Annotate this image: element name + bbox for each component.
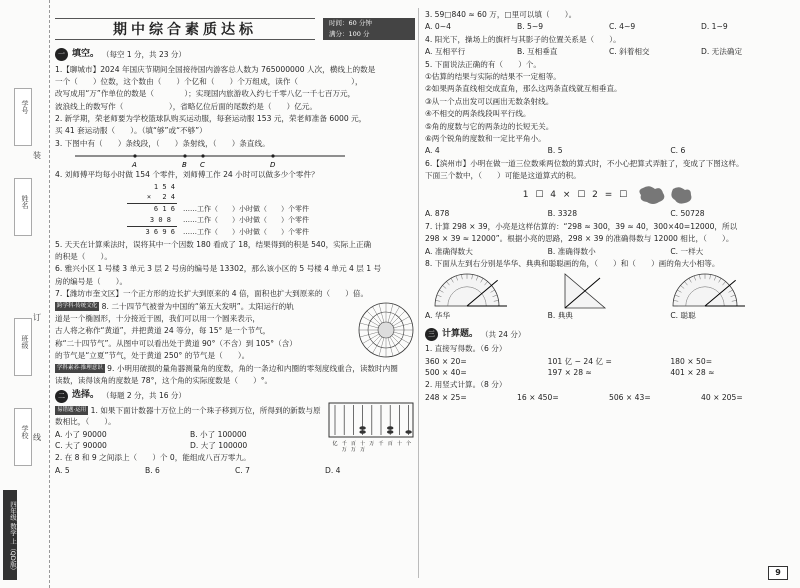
option[interactable]: B. 典典: [547, 311, 573, 321]
options: [55, 429, 325, 440]
protractor-icon: [673, 274, 745, 306]
choice-6: [425, 158, 793, 182]
page-title: 期中综合素质达标: [55, 18, 315, 40]
abacus-place-label: 十: [360, 440, 366, 447]
calc-item: 401 × 28 ≈: [670, 368, 715, 378]
statement-list: [425, 71, 793, 144]
right-column: [425, 8, 793, 403]
page-number: 9: [768, 566, 788, 580]
abacus-place-label: 万: [360, 446, 366, 453]
question-line: 改写成用“万”作单位的数是（ ）；实现国内旅游收入约七千零八亿一千七百万元，: [55, 89, 356, 99]
abacus-place-label: 百: [387, 440, 393, 447]
abacus-place-label: 万: [350, 446, 356, 453]
protractor-icon: [435, 274, 507, 306]
option[interactable]: C. 一样大: [670, 246, 704, 256]
option[interactable]: A. 互相平行: [425, 47, 466, 57]
option[interactable]: B. 3328: [547, 209, 578, 219]
option[interactable]: B. 准确得数小: [547, 246, 596, 256]
choice-1: 易错题·运用 1. 如果下面计数器十万位上的一个珠子移到万位，所得到的新数与原数相比，（ ）。 A. 小了 90000 B. 小了 100000 C. 大了 90000 D. 大了 100000 亿 千 万 百 万 十 万 万 千 百 十 个: [55, 405, 415, 452]
option[interactable]: A. 878: [425, 209, 450, 219]
question-line: 5. 天天在计算乘法时，误将其中一个因数 180 看成了 18，结果得到的积是 540，实际上正确: [55, 239, 372, 249]
question-line: 读数，读得该角的度数是 78°，这个角的实际度数是（ ）°。: [55, 375, 273, 385]
section-header: [425, 328, 793, 342]
calc-item: 360 × 20=: [425, 356, 467, 366]
question-line: 房的编号是（ ）。: [55, 276, 128, 286]
option[interactable]: B. 6: [145, 465, 160, 475]
calc-row: [425, 392, 793, 403]
options: [55, 440, 325, 451]
option[interactable]: D. 1~9: [701, 22, 728, 32]
options: [425, 145, 793, 156]
question-line: 买 41 套运动服（ ）。（填“够”或“不够”）: [55, 126, 207, 136]
question-line: 6.【滨州市】小明在做一道三位数乘两位数的算式时，不小心把算式弄脏了，变成了下图这样。: [425, 158, 744, 168]
exam-meta: [323, 18, 415, 40]
section-title: 填空。: [72, 49, 100, 59]
question-3: 3. 下图中有（ ）条线段，（ ）条射线，（ ）条直线。: [55, 138, 270, 148]
question-8: 跨学科·传统文化 8. 二十四节气被誉为中国的“第五大发明”。太阳运行的轨 道是一个椭圆形，十分接近于圆，我们可以用一个圆来表示， 古人将之称作“黄道”，并把黄道 24 等分，每 15° 是一个节气， 称“二十四节气”。从图中可以看出处于黄道 90°（不含）到 105°（含） 的节气是“立夏”节气，处于黄道 250° 的节气是（ ）。: [55, 301, 415, 362]
option[interactable]: D. 4: [325, 465, 341, 475]
column-divider: [418, 8, 419, 578]
choice-3: 3. 59□840 ≈ 60 万，□里可以填（ ）。: [425, 10, 577, 19]
choice-8: 8. 下面从左到右分别是华华、典典和聪聪画的角，（ ）和（ ）画的角大小相等。: [425, 259, 720, 269]
calc-1: 1. 直接写得数。（6 分）: [425, 344, 507, 354]
choice-5: 5. 下面说法正确的有（ ）个。: [425, 59, 541, 69]
question-line: 道是一个椭圆形，十分接近于圆，我们可以用一个圆来表示，: [55, 313, 261, 323]
full-score: 满分：100 分: [329, 30, 370, 38]
left-column: [55, 8, 415, 476]
options: [55, 465, 415, 476]
calc-item: 180 × 50=: [670, 356, 713, 366]
abacus-counter: [327, 401, 415, 453]
question-5: [55, 239, 415, 263]
option[interactable]: B. 互相垂直: [517, 47, 558, 57]
section-title: 计算题。: [442, 328, 479, 339]
option[interactable]: B. 小了 100000: [190, 429, 247, 439]
line-figure: [55, 150, 355, 168]
calc-item: 40 × 205=: [701, 392, 743, 402]
option[interactable]: B. 5: [547, 146, 563, 156]
calc-row: [425, 356, 793, 367]
question-line: 波浪线上的数写作（ ），省略亿位后面的尾数约是（ ）亿元。: [55, 101, 317, 111]
question-6: [55, 263, 415, 287]
option[interactable]: C. 4~9: [609, 22, 636, 32]
choice-7: [425, 221, 793, 245]
question-7: 7.【潍坊市奎文区】一个正方形的边长扩大到原来的 4 倍，面积也扩大到原来的（ ）倍。: [55, 289, 369, 299]
question-line: 一个（ ）位数，这个数由（ ）个亿和（ ）个万组成，读作（ ），: [55, 76, 363, 86]
option[interactable]: C. 50728: [670, 209, 705, 219]
calc-item: 500 × 40=: [425, 368, 467, 378]
section-number: 二: [55, 390, 68, 403]
statement: ④不相交的两条线段叫平行线。: [425, 109, 531, 119]
question-line: 6. 雅兴小区 1 号楼 3 单元 3 层 2 号房的编号是 13302，那么该小区的 5 号楼 4 单元 4 层 1 号: [55, 264, 382, 274]
cut-mark: 订: [33, 313, 41, 322]
question-9: 学科素养·推理意识 9. 小明用破损的量角器测量角的度数，角的一条边和内圈的零刻度线重合，读数时内圈 读数，读得该角的度数是 78°，这个角的实际度数是（ ）°。: [55, 363, 415, 387]
calc-item: 101 亿 − 24 亿 =: [547, 356, 612, 366]
section-note: （共 24 分）: [481, 329, 526, 339]
section-number: 一: [55, 48, 68, 61]
option[interactable]: A. 准确得数大: [425, 246, 473, 256]
calc-row: [425, 367, 793, 378]
class-label: 班级: [21, 335, 29, 349]
section-header: [55, 48, 415, 62]
ink-blot-icon: [635, 184, 695, 206]
question-2: [55, 113, 415, 137]
cut-mark: 线: [33, 433, 41, 442]
abacus-place-label: 百: [350, 440, 356, 447]
options: [425, 21, 793, 32]
topic-tag: 跨学科·传统文化: [57, 303, 98, 310]
abacus-place-label: 万: [341, 446, 347, 453]
statement: ⑥两个锐角的度数和一定比平角小。: [425, 133, 546, 143]
option[interactable]: A. 小了 90000: [55, 429, 107, 439]
question-line: 古人将之称作“黄道”，并把黄道 24 等分，每 15° 是一个节气，: [55, 326, 271, 336]
options: [425, 208, 793, 219]
calc-item: 248 × 25=: [425, 392, 467, 402]
option[interactable]: D. 大了 100000: [190, 440, 248, 450]
abacus-place-label: 个: [406, 440, 412, 447]
cut-mark: 装: [33, 151, 41, 160]
choice-2: 2. 在 8 和 9 之间添上（ ）个 0，能组成八百万零九。: [55, 453, 251, 463]
options: [425, 46, 793, 57]
time-limit: 时间：60 分钟: [329, 19, 372, 27]
question-line: 7. 计算 298 × 39，小亮是这样估算的：“298 ≈ 300，39 ≈ 40，300×40=12000，所以: [425, 221, 738, 231]
statement: ③从一个点出发可以画出无数条射线。: [425, 96, 554, 106]
student-id-box[interactable]: [14, 88, 32, 146]
solar-term-wheel: [357, 301, 415, 359]
point-label: C: [200, 161, 205, 169]
calc-item: 16 × 450=: [517, 392, 559, 402]
options: [425, 310, 793, 321]
section-number: 三: [425, 328, 438, 341]
point-label: B: [182, 161, 187, 169]
option[interactable]: C. 大了 90000: [55, 440, 107, 450]
abacus-place-label: 万: [369, 440, 375, 447]
abacus-place-label: 千: [378, 440, 384, 447]
book-label: 四年级 数学 上（QD版）: [3, 490, 17, 580]
binding-strip: [0, 0, 50, 588]
question-line: 的节气是“立夏”节气，处于黄道 250° 的节气是（ ）。: [55, 351, 250, 361]
triangle-ruler-icon: [565, 274, 605, 308]
section-title: 选择。: [72, 390, 100, 401]
student-id-label: 学号: [21, 100, 29, 114]
point-label: A: [132, 161, 137, 169]
abacus-place-label: 千: [341, 440, 347, 447]
option[interactable]: A. 4: [425, 146, 440, 156]
question-line: 2. 新学期，荣老师要为学校篮球队购买运动服，每套运动服 153 元，荣老师准备 6000 元，: [55, 114, 367, 124]
calc-item: 197 × 28 ≈: [547, 368, 592, 378]
option[interactable]: A. 5: [55, 465, 70, 475]
choice-4: 4. 阳光下，操场上的旗杆与其影子的位置关系是（ ）。: [425, 34, 621, 44]
question-line: 称“二十四节气”。从图中可以看出处于黄道 90°（不含）到 105°（含）: [55, 338, 297, 348]
statement: ⑤角的度数与它的两条边的长短无关。: [425, 121, 554, 131]
question-line: 下面三个数中，（ ）可能是这道算式的积。: [425, 171, 581, 181]
section-note: （每题 2 分，共 16 分）: [102, 391, 186, 401]
question-line: 的积是（ ）。: [55, 252, 112, 262]
name-label: 姓名: [21, 195, 29, 209]
title-bar: [55, 8, 415, 44]
options: [425, 246, 793, 257]
topic-tag: 易错题·运用: [57, 407, 87, 414]
option[interactable]: C. 6: [670, 146, 686, 156]
equation-text: 1 ☐ 4 × ☐ 2 = ☐: [522, 189, 630, 200]
statement: ②如果两条直线相交成直角，那么这两条直线就互相垂直。: [425, 84, 622, 94]
section-note: （每空 1 分，共 23 分）: [102, 50, 186, 60]
calc-item: 506 × 43=: [609, 392, 651, 402]
abacus-place-label: 十: [396, 440, 402, 447]
option[interactable]: A. 华华: [425, 311, 451, 321]
question-4: 4. 刘师傅平均每小时做 154 个零件，刘师傅工作 24 小时可以做多少个零件？: [55, 170, 319, 180]
question-1: [55, 64, 415, 113]
option[interactable]: C. 7: [235, 465, 250, 475]
vertical-calc: 1 5 4 × 2 4 6 1 6 3 0 8 3 6 9 6 ……工作（ ）小时做（ ）个零件 ……工作（ ）小时做（ ）个零件 ……工作（ ）小时做（ ）个零件: [55, 182, 415, 238]
protractor-figures: [425, 270, 785, 310]
option[interactable]: A. 0~4: [425, 22, 451, 32]
statement: ①估算的结果与实际的结果不一定相等。: [425, 71, 561, 81]
option[interactable]: B. 5~9: [517, 22, 544, 32]
school-label: 学校: [21, 425, 29, 439]
point-label: D: [270, 161, 276, 169]
option[interactable]: C. 聪聪: [670, 311, 696, 321]
calc-2: 2. 用竖式计算。（8 分）: [425, 380, 507, 390]
question-line: 1.【聊城市】2024 年国庆节期间全国接待国内游客总人数为 765000000 人次，横线上的数是: [55, 64, 376, 74]
smudged-equation: [425, 182, 793, 208]
option[interactable]: C. 斜着相交: [609, 47, 650, 57]
topic-tag: 学科素养·推理意识: [57, 365, 103, 372]
question-line: 298 × 39 ≈ 12000”。根据小亮的思路，298 × 39 的准确得数与 12000 相比，（ ）。: [425, 234, 734, 244]
option[interactable]: D. 无法确定: [701, 47, 743, 57]
abacus-place-label: 亿: [332, 440, 338, 447]
